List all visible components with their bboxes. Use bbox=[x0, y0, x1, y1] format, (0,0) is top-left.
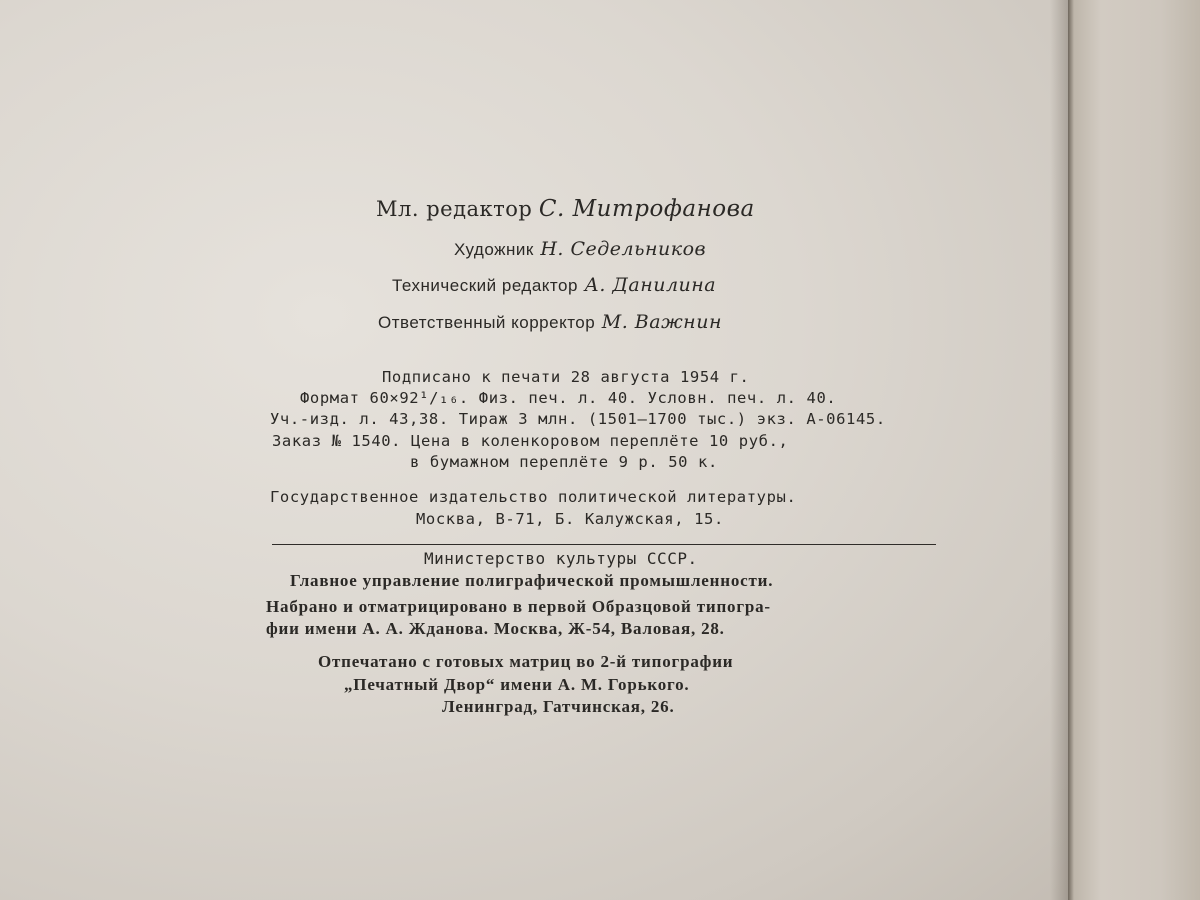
imprint-edition: Уч.-изд. л. 43,38. Тираж 3 млн. (1501—1700 тыс.) экз. А-06145. bbox=[270, 410, 886, 428]
credit-proofreader bbox=[378, 311, 722, 333]
credit-role: Технический редактор bbox=[392, 276, 578, 295]
credit-name: Н. Седельников bbox=[540, 238, 707, 260]
printing-printed-line-2: „Печатный Двор“ имени А. М. Горького. bbox=[344, 675, 690, 694]
credit-junior-editor bbox=[376, 196, 755, 222]
credit-name: А. Данилина bbox=[584, 274, 717, 296]
publisher-name: Государственное издательство политической литературы. bbox=[270, 488, 797, 506]
imprint-order: Заказ № 1540. Цена в коленкоровом переплёте 10 руб., bbox=[272, 432, 789, 450]
printing-typeset-line-1: Набрано и отматрицировано в первой Образцовой типогра- bbox=[266, 597, 771, 616]
credit-name: С. Митрофанова bbox=[538, 196, 755, 222]
credit-name: М. Важнин bbox=[601, 311, 722, 333]
credit-role: Художник bbox=[454, 240, 534, 259]
printing-printed-line-1: Отпечатано с готовых матриц во 2-й типографии bbox=[318, 652, 734, 671]
printing-ministry: Министерство культуры СССР. bbox=[424, 549, 698, 568]
printing-printed-line-3: Ленинград, Гатчинская, 26. bbox=[442, 697, 675, 716]
imprint-signed: Подписано к печати 28 августа 1954 г. bbox=[382, 368, 750, 386]
credit-role: Мл. редактор bbox=[376, 197, 533, 221]
printing-directorate: Главное управление полиграфической промышленности. bbox=[290, 571, 774, 590]
credit-tech-editor bbox=[392, 274, 716, 296]
imprint-format: Формат 60×92¹/₁₆. Физ. печ. л. 40. Условн. печ. л. 40. bbox=[300, 389, 837, 407]
publisher-address: Москва, В-71, Б. Калужская, 15. bbox=[416, 510, 724, 528]
credit-role: Ответственный корректор bbox=[378, 313, 596, 332]
credit-artist bbox=[454, 238, 706, 260]
imprint-price-paper: в бумажном переплёте 9 р. 50 к. bbox=[410, 453, 718, 471]
separator-rule bbox=[272, 544, 936, 545]
adjacent-page-edge bbox=[1068, 0, 1200, 900]
printing-typeset-line-2: фии имени А. А. Жданова. Москва, Ж-54, Валовая, 28. bbox=[266, 619, 725, 638]
